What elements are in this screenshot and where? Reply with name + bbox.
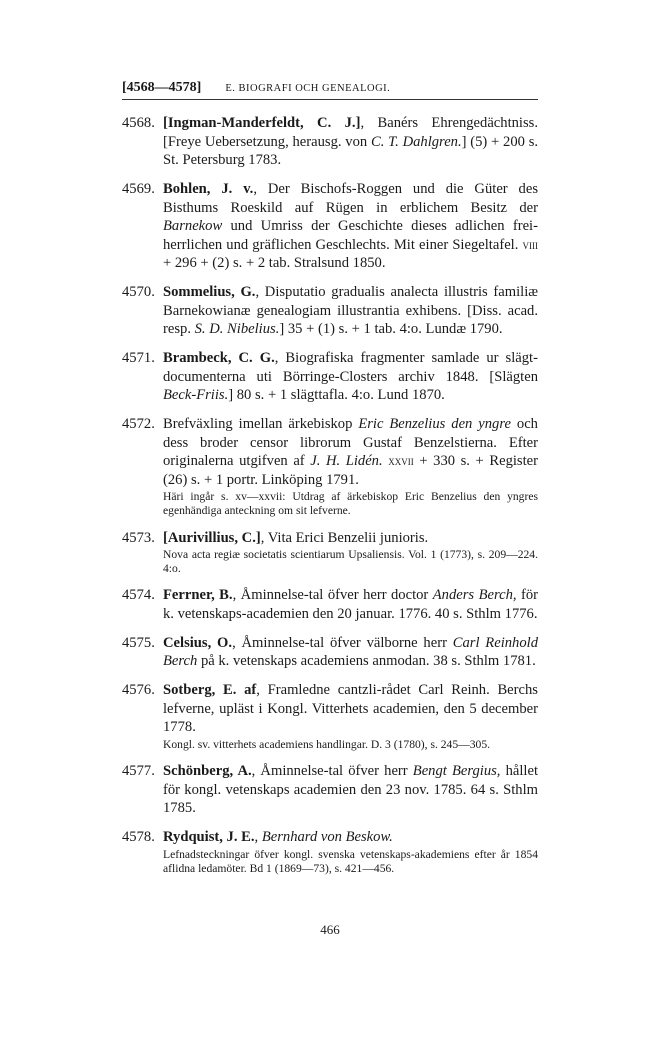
entry-number: 4572. — [122, 416, 155, 433]
entry-italic: Barnekow — [163, 218, 223, 235]
entry-number: 4573. — [122, 529, 155, 546]
entry-body — [163, 180, 538, 273]
entry-author: Bohlen, J. v. — [163, 180, 254, 197]
entry-italic: J. H. Lidén. — [310, 453, 383, 470]
entry-text: , Åminnelse-tal öfver välborne herr — [232, 634, 453, 651]
entry-text: för k. vetenskaps-academien den 20 januar. 1776. 40 s. Sthlm 1776. — [163, 587, 539, 622]
entry-text: ] (5) + 200 s. St. Petersburg 1783. — [163, 133, 539, 169]
entry-number: 4571. — [122, 350, 155, 367]
entry-italic: Eric Benzelius den yngre — [358, 416, 511, 433]
entry-body — [163, 634, 538, 671]
entry-text: , Biografiska fragmenter samlade ur slägtdocumenterna uti Börringe-Closters archiv 1848. [Slägten — [163, 350, 538, 385]
entry-text: på k. vetenskaps academiens anmodan. 38 s. Sthlm 1781. — [197, 653, 536, 670]
entry-body — [163, 681, 538, 752]
entry-text: , — [254, 829, 262, 846]
entry-text: , Framledne cantzli-rådet Carl Reinh. Berchs lefverne, upläst i Kongl. Vitterhets academien, den 5 december 1778. — [163, 682, 538, 736]
entry-italic: Carl Reinhold Berch — [163, 634, 538, 670]
entry-text: ] 35 + (1) s. + 1 tab. 4:o. Lundæ 1790. — [279, 321, 503, 338]
entry-note: Häri ingår s. xv—xxvii: Utdrag af ärkebiskop Eric Benzelius den yngres egenhändiga anteckning om sit lefverne. — [163, 490, 538, 518]
section-title: E. BIOGRAFI OCH GENEALOGI. — [225, 83, 391, 94]
entry-body — [163, 529, 538, 577]
entry-roman-numeral: viii — [522, 236, 538, 252]
entry-note: Kongl. sv. vitterhets academiens handlingar. D. 3 (1780), s. 245—305. — [163, 737, 491, 751]
entry-author: [Aurivillius, C.] — [163, 529, 261, 546]
entry-number: 4578. — [122, 829, 155, 846]
entry-text: , Banérs Ehrengedächtniss. [Freye Uebersetzung, herausg. von — [163, 115, 538, 150]
entry-4577 — [122, 762, 538, 818]
entry-number: 4576. — [122, 682, 155, 699]
entry-body — [163, 114, 538, 170]
entry-author: Celsius, O. — [163, 634, 233, 651]
entry-author: Rydquist, J. E. — [163, 829, 255, 846]
entry-author: Sotberg, E. af — [163, 682, 257, 699]
entry-body — [163, 828, 538, 876]
entry-author: Schönberg, A. — [163, 763, 252, 780]
entry-text: + 296 + (2) s. + 2 tab. Stralsund 1850. — [163, 255, 386, 272]
entry-number: 4577. — [122, 763, 155, 780]
entry-4571 — [122, 349, 538, 405]
entry-text: , Åminnelse-tal öfver herr doctor — [232, 587, 433, 604]
entry-note: Lefnadsteckningar öfver kongl. svenska vetenskaps-akademiens efter år 1854 aflidna ledamöter. Bd 1 (1869—73), s. 421—456. — [163, 847, 538, 875]
entry-author: Sommelius, G. — [163, 284, 256, 301]
entry-author: Brambeck, C. G. — [163, 350, 275, 367]
entry-4569 — [122, 180, 538, 273]
entry-text: Brefväxling imellan ärkebiskop — [163, 416, 359, 433]
entry-4568 — [122, 114, 538, 170]
entry-italic: Beck-Friis. — [163, 387, 229, 404]
entry-number: 4569. — [122, 180, 155, 197]
entry-4572 — [122, 415, 538, 518]
entry-number: 4574. — [122, 587, 155, 604]
entry-4570 — [122, 283, 538, 339]
entry-body — [163, 283, 538, 339]
entry-text: + 330 s. + Register (26) s. + 1 portr. Linköping 1791. — [163, 453, 538, 488]
entry-roman-numeral: xxvii — [388, 453, 414, 469]
entry-text: , Disputatio gradualis analecta illustris familiæ Barnekowianæ genealogiam illustrantia exhibens. [Diss. acad. resp. — [163, 284, 539, 338]
entry-4575 — [122, 634, 538, 671]
entry-range: [4568—4578] — [122, 80, 202, 95]
entry-body — [163, 415, 538, 518]
bibliography-list — [122, 114, 538, 886]
entry-italic: Bengt Bergius, — [412, 763, 501, 780]
entry-italic: Bernhard von Beskow. — [261, 829, 393, 846]
entry-text: hållet för kongl. vetenskaps academien den 23 nov. 1785. 64 s. Sthlm 1785. — [163, 763, 538, 817]
entry-italic: Anders Berch, — [432, 587, 517, 604]
entry-4573 — [122, 529, 538, 577]
running-header — [122, 80, 538, 100]
entry-number: 4575. — [122, 634, 155, 651]
entry-body — [163, 349, 538, 405]
entry-author: Ferrner, B. — [163, 587, 233, 604]
entry-italic: C. T. Dahlgren. — [370, 133, 462, 150]
entry-text: ] 80 s. + 1 slägttafla. 4:o. Lund 1870. — [228, 387, 445, 404]
entry-note: Nova acta regiæ societatis scientiarum Upsaliensis. Vol. 1 (1773), s. 209—224. 4:o. — [163, 548, 538, 576]
entry-4574 — [122, 586, 538, 623]
entry-4578 — [122, 828, 538, 876]
entry-number: 4568. — [122, 115, 155, 131]
entry-4576 — [122, 681, 538, 752]
entry-body — [163, 586, 538, 623]
entry-italic: S. D. Nibelius. — [194, 321, 280, 338]
entry-text: och dess broder censor librorum Gustaf Benzelstierna. Efter originalerna utgifven af — [163, 416, 538, 470]
entry-body — [163, 762, 538, 818]
entry-text: , Åminnelse-tal öfver herr — [251, 763, 413, 780]
entry-author: [Ingman-Manderfeldt, C. J.] — [163, 115, 361, 131]
entry-text: , Vita Erici Benzelii junioris. — [260, 529, 429, 546]
entry-text: , Der Bischofs-Roggen und die Güter des Bisthums Roeskild auf Rügen in erblichem Besitz der — [163, 180, 539, 216]
entry-number: 4570. — [122, 284, 155, 301]
page-number: 466 — [320, 922, 340, 937]
entry-text: und Umriss der Geschichte dieses adlichen freiherrlichen und gräflichen Geschlechts. Mit einer Siegeltafel. — [163, 218, 538, 253]
